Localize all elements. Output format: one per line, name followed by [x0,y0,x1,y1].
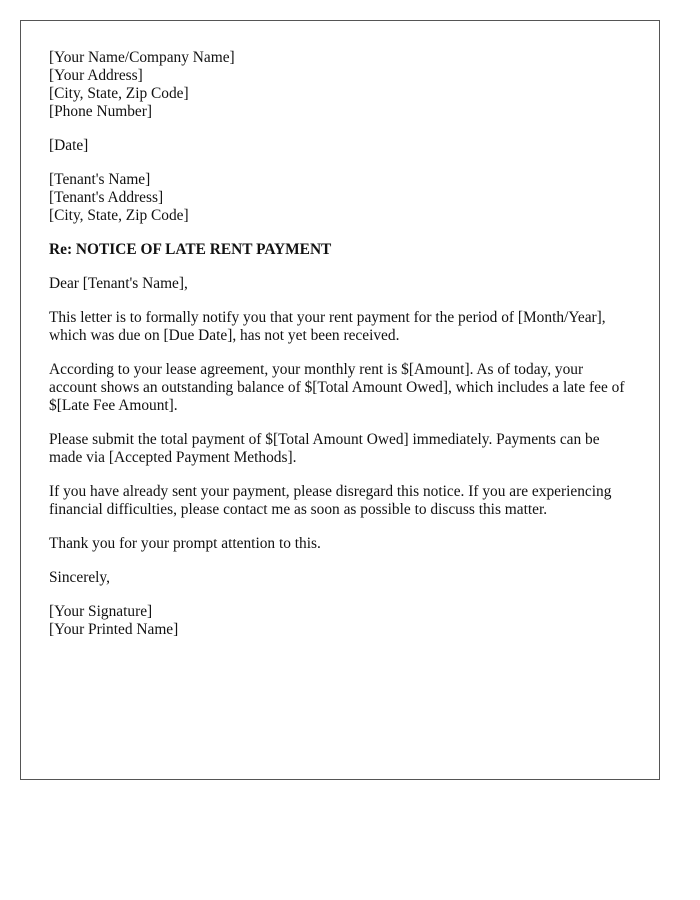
body-paragraph-2: According to your lease agreement, your monthly rent is $[Amount]. As of today, your account shows an outstanding balance of $[Total Amount Owed], which includes a late fee of $[Late Fee Amount]. [49,361,625,414]
body-paragraph-5: Thank you for your prompt attention to this. [49,535,321,552]
printed-name: [Your Printed Name] [49,621,179,638]
sender-city-state-zip: [City, State, Zip Code] [49,85,189,102]
subject-line: Re: NOTICE OF LATE RENT PAYMENT [49,241,332,258]
sender-block [49,49,629,121]
recipient-address: [Tenant's Address] [49,189,164,206]
closing: Sincerely, [49,569,110,586]
salutation: Dear [Tenant's Name], [49,275,188,292]
sender-address: [Your Address] [49,67,143,84]
body-paragraph-3: Please submit the total payment of $[Total Amount Owed] immediately. Payments can be made via [Accepted Payment Methods]. [49,431,600,466]
sender-name: [Your Name/Company Name] [49,49,235,66]
body-paragraph-4: If you have already sent your payment, please disregard this notice. If you are experiencing financial difficulties, please contact me as soon as possible to discuss this matter. [49,483,612,518]
letter-page [20,20,660,780]
recipient-block [49,171,629,225]
sender-phone: [Phone Number] [49,103,153,120]
body-paragraph-1: This letter is to formally notify you that your rent payment for the period of [Month/Year], which was due on [Due Date], has not yet been received. [49,309,606,344]
recipient-city-state-zip: [City, State, Zip Code] [49,207,189,224]
recipient-name: [Tenant's Name] [49,171,151,188]
signature-block [49,603,629,639]
letter-date: [Date] [49,137,89,154]
date-block [49,137,629,155]
signature-line: [Your Signature] [49,603,153,620]
